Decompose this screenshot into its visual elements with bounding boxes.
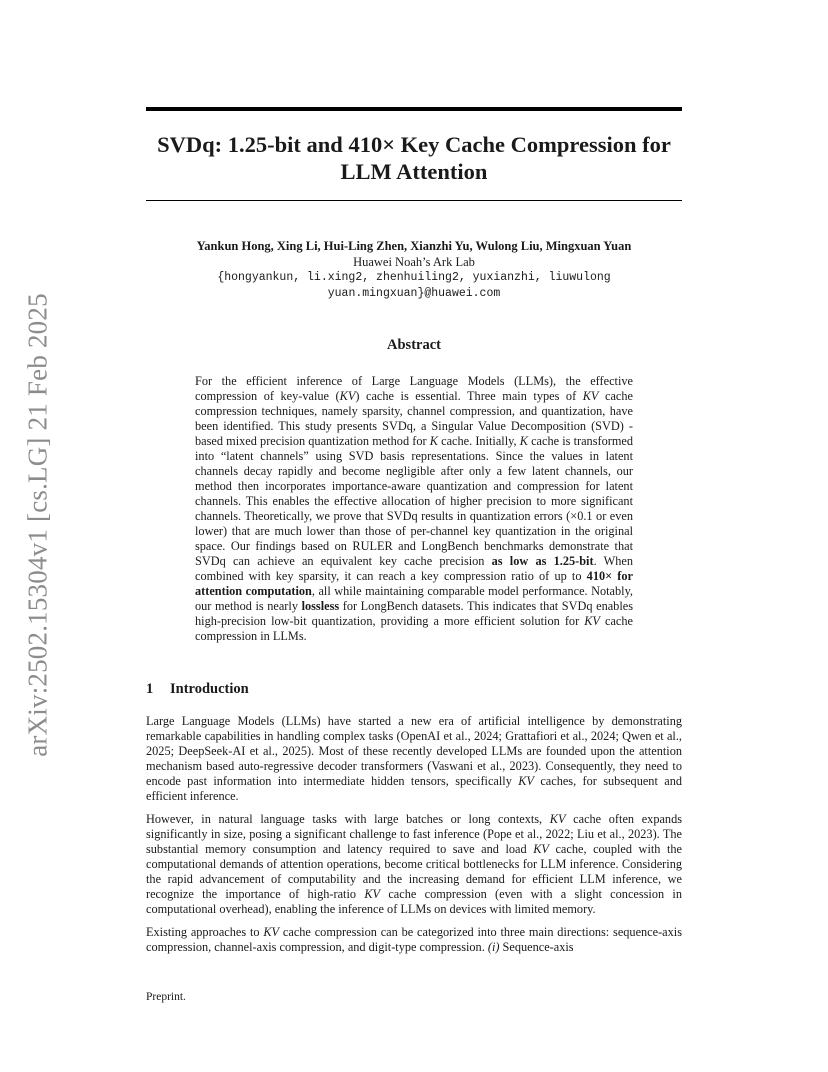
math-kv: KV [518,774,534,788]
abstract-text: cache compression techniques, namely sparsity, channel compression, and quantization, have been identified. This study presents SVDq, a Singular Value Decomposition (SVD) - based mixed precision quantization method for [195,389,633,448]
abstract-bold-lossless: lossless [301,599,340,613]
section-heading-introduction [146,681,249,698]
math-kv: KV [263,925,280,939]
abstract-text: For the efficient inference of Large Language Models (LLMs), the effective compression of key-value ( [195,374,633,403]
author-affiliation: Huawei Noah’s Ark Lab [353,255,475,269]
title-bottom-rule [146,200,682,201]
paragraph-text: cache compression (even with a slight concession in computational overhead), enabling the inference of LLMs on devices with limited memory. [146,887,682,916]
math-kv: KV [533,842,549,856]
paragraph-text: Large Language Models (LLMs) have started a new era of artificial intelligence by demonstrating remarkable capabilities in handling complex tasks (OpenAI et al., 2024; Grattafiori et al., 2024; Qwen et al., 2025; DeepSeek-AI et al., 2025). Most of these recently developed LLMs are founded upon the attention mechanism based auto-regressive decoder transformers (Vaswani et al., 2023). Consequently, they need to encode past information into intermediate hidden tensors, specifically [146,714,682,788]
math-kv: KV [364,887,381,901]
author-emails-line-2: yuan.mingxuan}@huawei.com [327,287,501,300]
title-line-2: LLM Attention [340,159,488,184]
abstract-text: cache is transformed into “latent channels” using SVD basis representations. Since the values in latent channels decay rapidly and become negligible after only a few latent channels, our method then incorporates importance-aware quantization and compression for latent channels. This enables the effective allocation of higher precision to more significant channels. Theoretically, we prove that SVDq results in quantization errors ( [195,434,633,523]
math-kv: KV [582,389,599,403]
abstract-text: cache compression in LLMs. [195,614,633,643]
abstract-text: , all while maintaining comparable model performance. Notably, our method is nearly [195,584,633,613]
math-k: K [519,434,528,448]
section-title: Introduction [170,681,249,697]
math-error-factor: ×0.1 [570,509,593,523]
abstract-text: for LongBench datasets. This indicates that SVDq enables high-precision low-bit quantization, providing a more efficient solution for [195,599,633,628]
math-kv: KV [584,614,600,628]
paragraph-text: Sequence-axis [499,940,574,954]
abstract-bold-ratio: 410× for attention computation [195,569,634,598]
author-emails-line-1: {hongyankun, li.xing2, zhenhuiling2, yuxianzhi, liuwulong [217,271,611,284]
intro-paragraph-1 [146,714,682,804]
paragraph-text: cache compression can be categorized into three main directions: sequence-axis compression, channel-axis compression, and digit-type compression. [146,925,682,954]
paper-title [146,131,682,185]
abstract-text: . When combined with key sparsity, it can reach a key compression ratio of up to [195,554,633,583]
title-top-rule [146,107,682,111]
abstract-text: ) cache is essential. Three main types of [355,389,583,403]
abstract-heading: Abstract [387,337,441,353]
paragraph-text: Existing approaches to [146,925,264,939]
abstract-text: cache. Initially, [437,434,520,448]
intro-paragraph-3 [146,925,682,955]
paragraph-text: cache, coupled with the computational demands of attention operations, become critical bottlenecks for LLM inference. Considering the rapid advancement of computability and the increasing demand for efficient LLM inference, we recognize the importance of high-ratio [146,842,682,901]
intro-paragraph-2 [146,812,682,917]
section-number: 1 [146,681,154,697]
paragraph-text: cache often expands significantly in size, posing a significant challenge to fast inference (Pope et al., 2022; Liu et al., 2023). The substantial memory consumption and latency required to save and load [146,812,683,856]
paragraph-text: caches, for subsequent and efficient inference. [146,774,682,803]
introduction-body [146,714,682,963]
arxiv-identifier-stamp: arXiv:2502.15304v1 [cs.LG] 21 Feb 2025 [22,293,53,757]
footer-preprint: Preprint. [146,991,186,1003]
abstract-body [195,374,633,644]
enumeration-marker: (i) [487,940,500,954]
math-k: K [429,434,438,448]
math-kv: KV [339,389,356,403]
abstract-bold-precision: as low as 1.25-bit [491,554,594,568]
math-kv: KV [549,812,566,826]
paragraph-text: However, in natural language tasks with large batches or long contexts, [146,812,550,826]
abstract-text: or even lower) that are much lower than those of per-channel key quantization in the original space. Our findings based on RULER and LongBench benchmarks demonstrate that SVDq can achieve an equivalent key cache precision [195,509,633,568]
author-block [146,238,682,302]
title-line-1: SVDq: 1.25-bit and 410× Key Cache Compression for [157,132,671,157]
author-names: Yankun Hong, Xing Li, Hui-Ling Zhen, Xianzhi Yu, Wulong Liu, Mingxuan Yuan [196,239,632,253]
